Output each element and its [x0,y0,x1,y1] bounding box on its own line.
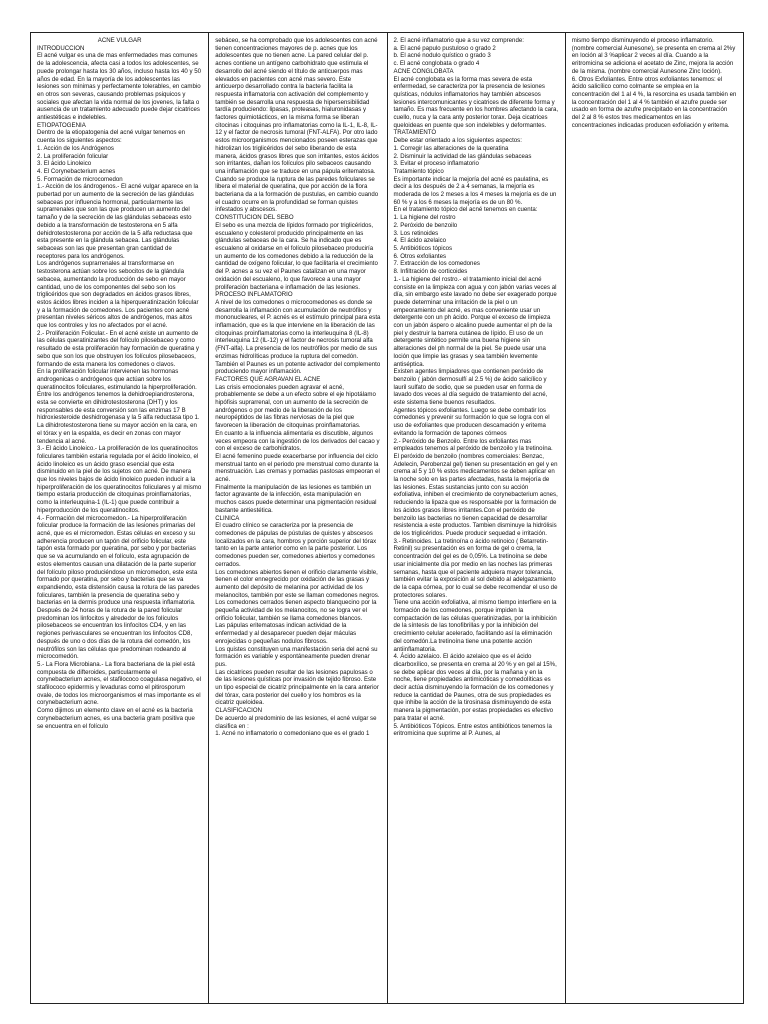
paragraph: 1.- La higiene del rostro.- el tratamiento inicial del acné consiste en la limpieza con agua y con jabón varias veces al día, sin embargo este lavado no debe ser exagerado porque puede determinar una irritación de la piel o un empeoramiento del acné, es mas conveniente usar un detergente con un ph ácido. Porque el exceso de limpieza con un jabón áspero o alcalino puede aumentar el ph de la piel y destruir la barrera cutánea de lípido. El uso de un detergente sintético permite una buena higiene sin alteraciones del ph normal de la piel. Se puede usar una loción que limpie las grasas y sea también levemente antiséptica. [393,275,557,368]
paragraph: El peróxido de benzoilo (nombres comerciales: Benzac, Adelecin, Perobenzal gel) tienen su presentación en gel y en crema al 5 y 10 % estos medicamentos se deben aplicar en la noche solo en las partes afectadas, hasta la mejoría de las lesiones. Estas sustancias junto con su acción exfoliativa, inhiben el crecimiento de corynebacterium acnes, reduciendo la lipaza que es responsable por la formación de los ácidos grasos libres irritantes.Con el peróxido de benzoilo las bacterias no tienen capacidad de desarrollar resistencia a este productos. Tambien disminuye la hidrólisis de los triglicéridos. Puede producir sequedad e irritación. [393,452,558,537]
column-1 [31,33,209,1003]
paragraph: c. El acné conglobata o grado 4 [393,60,480,68]
paragraph: Agentes tópicos exfoliantes. Luego se debe combatir los comedones y prevenir su formación lo que se logra con el uso de exfoliantes que producen descamación y eritema evitando la formación de tapones córneos [393,406,550,437]
paragraph: El cuadro clínico se caracteriza por la presencia de comedones de pápulas de pústulas de quistes y abscesos localizados en la cara, hombros y porción superior del tórax tanto en la parte anterior como en la parte posterior. Los comedones pueden ser, comedones abiertos y comedones cerrados. [215,522,377,568]
paragraph: Tratamiento tópico [393,167,444,175]
paragraph: El acné vulgar es una de mas enfermedades mas comunes de la adolescencia, afecta casi a todos los adolescentes, se puede prolongar hasta los 30 años, incluso hasta los 40 y 50 años de edad. En la mayoría de los adolescentes las lesiones son mínimas y perfectamente tolerables, en cambio en otros son severas, causando problemas psiquicos y sociales que afectan la vida normal de los jovenes, la falta o ausencia de un tratamiento adecuado puede dejar cicatrices antiestéticas e indelebles. [37,52,201,122]
paragraph: Finalmente la manipulación de las lesiones es también un factor agravante de la infección, esta manipulación en muchos casos puede determinar una pigmentación residual bastante antiestética. [215,483,377,514]
paragraph: 3.- El ácido Linoleico.- La proliferación de los queratinocitos foliculares también estaria regulada por el ácido linoleico, el ácido linoleico es un ácido graso esencial que esta disminuido en la piel de los sujetos con acné. De manera que los niveles bajos de ácido linoleico pueden inducir a la hiperproliferación de los queratinocitos foliculares y al mismo tiempo estaria producción de citoquinas proinflamatorias, como la interleuquina-1 (IL-1) que puede contribuir a hiperproducción de los queratinocitos. [37,445,202,514]
text-columns [31,33,743,1003]
paragraph: El acné conglobata es la forma mas severa de esta enfermedad, se caracteriza por la presencia de lesiones quísticas, nódulos inflamatorios hay también abscesos lesiones intercomunicantes y cicatrices de diferente forma y tamaño. Es mas frecuente en los hombres afectando la cara, cuello, nuca y la cara anty posterior torax. Deja cicatrices queloideas en puente que son indelebles y deformantes. [393,75,559,129]
paragraph: Las pápulas eritematosas indican actividad de la enfermedad y al desaparecer pueden dejar máculas enrojecidas o pequeñas nodulos fibrosos. [215,622,357,645]
paragraph: 8. Infiltración de corticoides [393,268,468,276]
paragraph: De acuerdo al predominio de las lesiones, el acné vulgar se clasifica en : [215,714,377,730]
paragraph: 1. Acción de los Andrógenos [37,144,114,152]
paragraph: A nivel de los comedones o microcomedones es donde se desarrolla la inflamación con acumulación de neutrófilos y mononucleares, el P. acnés es el estímulo principal para esta inflamación, que es la que interviene en la liberación de las citoquinas proinflamatorias como la interleuquina 8 (IL-8) interleuquina 12 (IL-12) y el factor de necrosis tumoral alfa (FNT-alfa). La presencia de los neutrófilos por medio de sus enzimas hidrolíticas produce la ruptura del comedón. También el Paunes es un potente activador del complemento produciendo mayor inflamación. [215,298,381,376]
paragraph: En cuanto a la influencia alimentaria es discutible, algunos veces empeora con la ingestión de los derivados del cacao y con el exceso de carbohidratos. [215,429,380,453]
paragraph: Debe estar orientado a los siguientes aspectos: [393,137,522,145]
paragraph: Las cicatrices pueden resultar de las lesiones papulosas o de las lesiones quísticas por invasión de tejido fibroso. Este un tipo especial de cicatriz principalmente en la cara anterior del tórax, cara posterior del cuello y los hombros es la cicatriz queloidea. [215,668,379,707]
paragraph: Entre los andrógenos tenemos la dehidroepiandrosterona, esta se convierte en dihidrotestosterona (DHT) y los responsables de esta conversión son las enzimas 17 B hidroxiesteroide deshidrogenasa y la 5 alfa reductasa tipo 1. La dihidrotestosterona tiene su mayor acción en la cara, en el tórax y en la espalda, es decir en zonas con mayor tendencia al acné. [37,391,200,445]
paragraph: 2.- Peróxido de Benzoilo. Entre los exfoliantes mas empleados tenemos al peróxido de benzoilo y la tretinoína. [393,437,553,453]
paragraph: sebáceo, se ha comprobado que los adolescentes con acné tienen concentraciones mayores de p. acnes que los adolescentes que no tienen acne. La pared celular del p. acnes contiene un antígeno carbohidrato que estimula el desarrollo del acné siendo el título de anticuerpos mas elevados en pacientes con acné mas severo. Este anticuerpo desarrollado contra la bacteria facilita la respuesta inflamatoria con activación del complemento y también se desarrolla una respuesta de hipersensibilidad tardía produciendo: lipasas, proteasas, hialuronidasas y factores quimiotácticos, en la misma forma se liberan citocinas i citoquinas pro inflamatorias como la IL-1, IL-8, IL-12 y el factor de necrosis tumoral (FNT-ALFA). Por otro lado estos microorganismos mencionados poseen esterazas que hidrolizan los triglicéridos del sebo liberando de esta manera, ácidos grasos libres que son irritantes, estos ácidos son irritantes, dañan los folículos pilo sebaceos causando una inflamación que se traduce en una pápula eritematosa. Cuando se produce la ruptura de las paredes foliculares se libera el material de queratina, que por acción de la flora bacteriana da a la formación de pustulas, en cambio cuando el cuadro ocurre en la profundidad se forman quistes infestados y abscesos. [215,37,379,214]
paragraph: 2.- Proliferación Folicular.- En el acné existe un aumento de las células queratinizantes del folículo pilosebaceo y como resultado de esta proliferación hay formación de queratina y sebo que son los que obstruyen los folículos pilosebaceos, formando de esta manera los comedones o clavos. [37,329,199,368]
paragraph: 3. Los retinoides [393,229,439,237]
paragraph: 2. Disminuir la actividad de las glándulas sebaceas [393,152,532,160]
paragraph: b. El acné nodulo quístico o grado 3 [393,52,491,60]
paragraph: mismo tiempo disminuyendo el proceso inflamatorio. (nombre comercial Aunesone), se presenta en crema al 2%y en loción al 3 %aplicar 2 veces al día. Cuando a la eritromicina se adiciona el acetato de Zinc, mejora la acción de la misma. (nombre comercial Aunesone Zinc loción). [571,37,736,75]
paragraph: 2. El acné inflamatorio que a su vez comprende: [393,37,524,44]
paragraph: En el tratamiento tópico del acné tenemos en cuenta: [393,206,538,214]
section-heading: CLASIFICACION [215,707,262,715]
paragraph: 4.- Formación del microcomedon.- La hiperproliferación folicular produce la formación de las lesiones primarias del acné, que es el micromedon. Estas células en exceso y su adherencia producen un tapón del orificio folicular, este tapón esta formado por queratina, por sebo y por bacterias que se va acumulando en el folículo, esta agrupación de estos elementos causan una dilatación de la parte superior del folículo piloso produciéndose un micromedon, este esta formado por queratina, por sebo y bacterias que se va expandiendo, esta distensión causa la rotura de las paredes foliculares, también la presencia de queratina sebo y bacterias en la dermis produce una respuesta inflamatoria. [37,514,200,607]
paragraph: Como dijimos un elemento clave en el acné es la bacteria corynebacterium acnes, es una bacteria gram positiva que se encuentra en el folículo [37,707,195,730]
paragraph: 6. Otros exfoliantes [393,252,446,260]
paragraph: Las crisis emocionales pueden agravar el acné, probablemente se debe a un efecto sobre el eje hipotálamo hipófisis suprarrenal, con un aumento de la secreción de andrógenos o por medio de la liberación de los neuropéptidos de las fibras nerviosas de la piel que favorecen la liberación de citoquinas proinflamatorias. [215,383,376,430]
document-page [30,32,744,1004]
paragraph: Existen agentes limpiadores que contienen peróxido de benzoilo ( jabón dermosulfí al 2.5 %) de ácido salicílico y lauril sulfato de sodio, que se pueden usar en forma de lavado dos veces al día seguido de tratamiento del acné, este sistema tiene buenos resultados. [393,368,548,407]
document-title: ACNE VULGAR [97,37,142,44]
paragraph: 4. El Corynebacterium acnes [37,167,116,175]
paragraph: Después de 24 horas de la rotura de la pared folicular predominan los linfocitos y alrededor de los folículos pilosebaceos se encuentran los linfocitos CD4, y en las regiones perivasculares se encuentran los linfocitos CD8, después de uno o dos días de la rotura del comedón, los neutrófilos son las células que predominan rodeando al microcomedón. [37,607,193,661]
section-heading: FACTORES QUE AGRAVAN EL ACNE [215,375,321,383]
paragraph: Es importante indicar la mejoría del acné es paulatina, es decir a los después de 2 a 4 semanas, la mejoría es moderada de los 2 meses a los 4 meses la mejoría es de un 60 % y a los 6 meses la mejoría es de un 80 %. [393,175,557,206]
section-heading: CONSTITUCION DEL SEBO [215,214,294,222]
paragraph: 1. Corregir las alteraciones de la queratina [393,144,509,152]
paragraph: 1.- Acción de los ándrogenos.- El acné vulgar aparece en la pubertad por un aumento de la secreción de las glándulas sebaceas por influencia hormonal, particularmente las suprarrenales que son las que producen un aumento del tamaño y de la secreción de las glándulas sebaceas esto debido a la transformación de testosterona en 5 alfa dehidrotestosterona por acción de la 5 alfa reductasa que esta presente en la glándula sebacea. Las glándulas sebaceas son las que presentan gran cantidad de receptores para los andrógenos. [37,183,199,260]
section-heading: ACNE CONGLOBATA [393,67,454,75]
paragraph: 5. Antibióticos tópicos [393,244,453,252]
paragraph: 5. Formación de microcomedon [37,175,123,183]
paragraph: 5.- La Flora Microbiana.- La flora bacteriana de la piel está compuesta de difteroides, particularmente el corynebacterium acnes, el stafilococo coagulasa negativo, el stafilococo epidermis y levaduras como el pitirosporum ovale, de todos los microorganismos el mas importante es el corynebacterium acne. [37,660,201,707]
paragraph: 4. El ácido azelaico [393,237,447,245]
column-4 [566,33,743,1003]
column-3 [388,33,566,1003]
paragraph: 5. Antibióticos Tópicos. Entre estos antibióticos tenemos la eritromicina que suprime al P. Aunes, al [393,722,552,738]
paragraph: 7. Extracción de los comedones [393,260,480,268]
paragraph: 3. Evitar el proceso inflamatorio [393,160,479,168]
paragraph: Tiene una acción exfoliativa, al mismo tiempo interfiere en la formación de los comedones, porque impiden la compactación de las células queratinizadas, por la inhibición de la síntesis de las tonofibrillas y por la inhibición del crecimiento celular acelerado, facilitando así la eliminación del comedón.La tretinoína tiene una potente acción antiinflamatoria. [393,599,557,653]
paragraph: En la proliferación folicular intervienen las hormonas androgenicas o andrógenos que actúan sobre los queratinocitos foliculares, estimulando la hiperproliferación. [37,368,197,391]
column-2 [209,33,387,1003]
paragraph: 2. Peróxido de benzoilo [393,221,458,229]
paragraph: 2. La proliferación folicular [37,152,109,160]
paragraph: Los comedones cerrados tienen aspecto blanquecino por la pequeña actividad de los melanocitos, no se logra ver el orificio folicular, también se llama comedones blancos. [215,599,377,622]
paragraph: 3.- Retinoides. La tretinoína o ácido retinoico ( Betarretin- Retinil) su presentación es en forma de gel o crema, la concentración del gel es de 0,05%. La tretinoína se debe usar inicialmente día por medio en las noches las primeras semanas, hasta que el paciente adquiera mayor tolerancia, también evitar la exposición al sol debido al adelgazamiento de la capa córnea, por lo cual se debe recomendar el uso de protectores solares. [393,537,558,599]
section-heading: PROCESO INFLAMATORIO [215,291,293,299]
paragraph: El acné femenino puede exacerbarse por influencia del ciclo menstrual tanto en el periodo pre menstrual como durante la menstruación. Las cremas y pomadas pastosas empeoran el acné. [215,452,380,484]
paragraph: Los comedones abiertos tienen el orificio claramente visible, tienen el color ennegrecido por oxidación de las grasas y aumento del depósito de melanina por actividad de los melanocitos, también por este se llaman comedones negros. [215,568,380,599]
section-heading: TRATAMIENTO [393,129,437,137]
paragraph: Dentro de la etiopatogenia del acné vulgar tenemos en cuenta los siguientes aspectos: [37,129,186,145]
paragraph: a. El acné papulo pustuloso o grado 2 [393,44,496,52]
paragraph: 1. La higiene del rostro [393,214,456,222]
paragraph: 1. Acné no inflamatorio o comedoniano que es el grado 1 [215,730,370,738]
section-heading: CLINICA [215,514,240,522]
section-heading: ETIOPATOGENIA [37,121,86,129]
paragraph: 3. El ácido Linoleico [37,160,92,168]
paragraph: Los quistes constituyen una manifestación seria del acné su formación es variable y espontáneamente pueden drenar pus. [215,645,378,668]
paragraph: 4. Ácido azelaico. El ácido azelaico que es el ácido dicarboxílico, se presenta en crema al 20 % y en gel al 15%, se debe aplicar dos veces al día, por la mañana y en la noche, tiene propiedades antimicóticas y comedolíticas es decir actúa disminuyendo la formación de los comedones y reduce la cantidad de Paunes, otra de sus propiedades es que inhibe la acción de la tirosinasa disminuyendo de esta manera la pigmentación, por estas propiedades es efectivo para tratar el acné. [393,653,557,722]
paragraph: 6. Otros Exfoliantes. Entre otros exfoliantes tenemos: el ácido salicílico como colmante se emplea en la concentración del 1 al 4 %, la resorcina es usada también en la concentración del 1 al 4 % también el azufre puede ser usado en forma de azufre precipitado en la concentración del 2 al 8 % estos tres medicamentos en las concentraciones indicadas producen exfoliación y eritema. [571,75,737,129]
paragraph: Los andrógenos suprarrenales al transformarse en testosterona actúan sobre los sebocitos de la glándula sebacea, aumentando la producción de sebo en mayor cantidad, uno de los componentes del sebo son los triglicéridos que son degradados en ácidos grasos libres, estos ácidos libres inciden a la hiperqueratinización folicular y a la formación de comedones. Los pacientes con acné presentan niveles séricos altos de andrógenos, mas altos que los controles y los no afectados por el acné. [37,260,199,330]
section-heading: INTRODUCCION [37,44,85,52]
paragraph: El sebo es una mezcla de lípidos formado por triglicéridos, escualeno y colesterol producido principalmente en las glándulas sebaceas de la cara. Se ha indicado que es escualeno al oxidarse en el folículo pilosebaceo produciría un aumento de los comedones debido a la reducción de la cantidad de oxígeno folicular, lo que facilitaría el crecimiento del P. acnes a su vez el Paunes catalizan en una mayor oxidación del escualeno, lo que favorece a una mayor proliferación bacteriana e inflamación de las lesiones. [215,221,378,291]
